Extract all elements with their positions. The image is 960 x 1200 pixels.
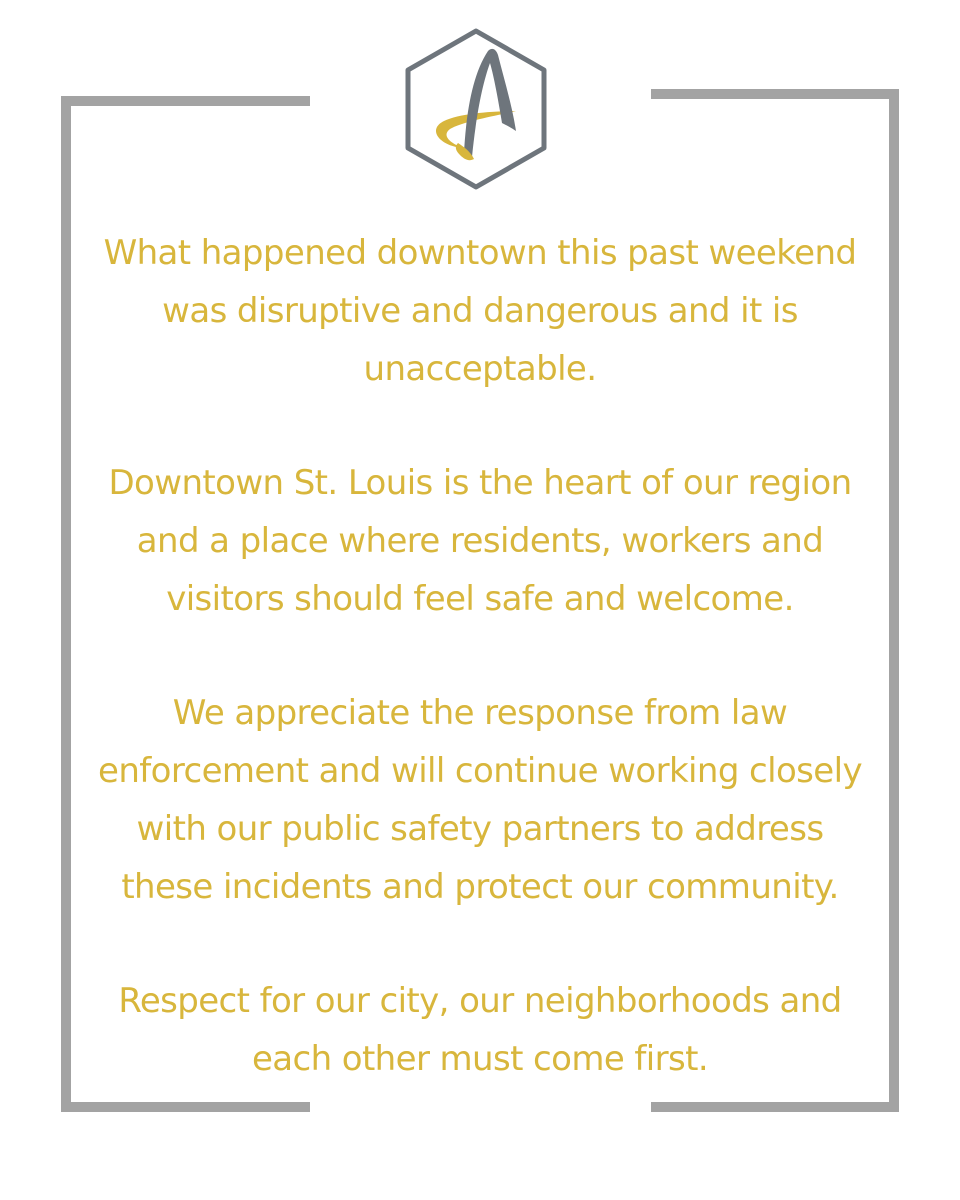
frame-left-segment — [61, 96, 71, 1112]
arch-logo-icon — [400, 25, 552, 193]
statement-paragraph: What happened downtown this past weekend was disruptive and dangerous and it is unacceptable. — [103, 233, 857, 389]
frame-bottom-right-segment — [651, 1102, 899, 1112]
statement-text — [90, 224, 870, 1088]
statement-paragraph: We appreciate the response from law enforcement and will continue working closely with our public safety partners to address these incidents and protect our community. — [98, 693, 862, 907]
frame-top-left-segment — [61, 96, 310, 106]
frame-right-segment — [889, 89, 899, 1112]
statement-paragraph: Respect for our city, our neighborhoods and each other must come first. — [118, 981, 842, 1079]
frame-bottom-left-segment — [61, 1102, 310, 1112]
statement-paragraph: Downtown St. Louis is the heart of our region and a place where residents, workers and visitors should feel safe and welcome. — [108, 463, 852, 619]
frame-top-right-segment — [651, 89, 899, 99]
